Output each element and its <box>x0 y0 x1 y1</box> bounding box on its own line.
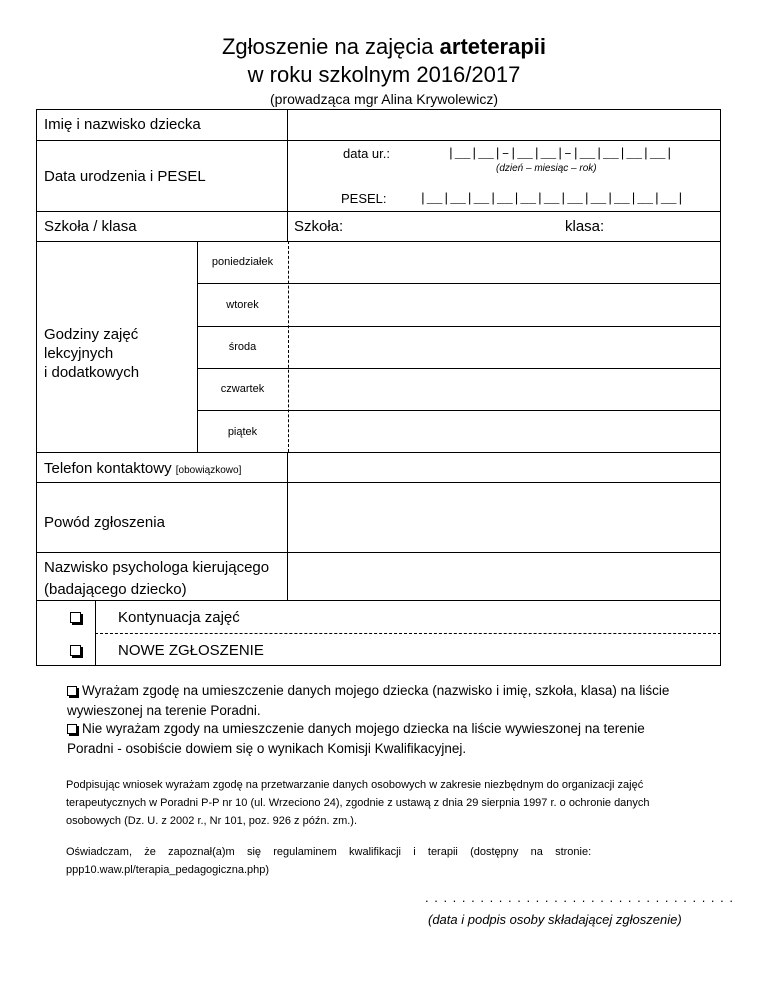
day-divider <box>197 368 721 369</box>
day-divider <box>197 410 721 411</box>
phone-field[interactable] <box>290 454 719 480</box>
consent-no-text: Nie wyrażam zgody na umieszczenie danych mojego dziecka na liście wywieszonej na terenie <box>82 721 645 736</box>
consent-yes-text: Wyrażam zgodę na umieszczenie danych mojego dziecka (nazwisko i imię, szkoła, klasa) na liście <box>82 683 670 698</box>
birth-date-hint: (dzień – miesiąc – rok) <box>496 163 597 174</box>
birth-pesel-label: Data urodzenia i PESEL <box>44 168 206 185</box>
option-divider <box>95 633 721 634</box>
day-divider <box>197 283 721 284</box>
school-field-label: Szkoła: <box>294 218 344 235</box>
day-column-divider <box>288 241 289 452</box>
checkbox-continuation[interactable] <box>70 612 81 623</box>
signature-line[interactable]: . . . . . . . . . . . . . . . . . . . . . . . . . . . . . . . . . . <box>425 890 734 905</box>
row-divider <box>36 552 721 553</box>
gdpr-notice: Podpisując wniosek wyrażam zgodę na przetwarzanie danych osobowych w zakresie niezbędnym do organizacji zajęć terapeutycznych w Poradni P-P nr 10 (ul. Wrzeciono 24), zgodnie z ustawą z dnia 29 sierpnia 1997 r. o ochronie danych osobowych (Dz. U. z 2002 r., Nr 101, poz. 926 z późn. zm.). <box>66 779 650 827</box>
hours-field-thursday[interactable] <box>290 370 719 409</box>
day-label-monday: poniedziałek <box>211 256 274 268</box>
hours-label: Godziny zajęć lekcyjnych i dodatkowych <box>44 326 140 381</box>
form-title-year: w roku szkolnym 2016/2017 <box>247 62 521 87</box>
school-class-label: Szkoła / klasa <box>44 218 137 235</box>
child-name-field[interactable] <box>290 112 718 138</box>
pesel-label: PESEL: <box>341 191 387 206</box>
birth-date-field[interactable]: |__|__|–|__|__|–|__|__|__|__| <box>447 146 674 161</box>
hours-field-wednesday[interactable] <box>290 328 719 367</box>
consent-yes-text-cont: wywieszonej na terenie Poradni. <box>67 703 261 718</box>
day-label-thursday: czwartek <box>220 383 265 395</box>
psychologist-label: Nazwisko psychologa kierującego (badającego dziecko) <box>44 559 270 598</box>
option-new-label: NOWE ZGŁOSZENIE <box>118 642 264 659</box>
option-continuation-label: Kontynuacja zajęć <box>118 609 240 626</box>
signature-caption: (data i podpis osoby składającej zgłoszenie) <box>428 912 682 927</box>
reason-field[interactable] <box>290 484 719 550</box>
child-name-label: Imię i nazwisko dziecka <box>44 116 201 133</box>
consent-no-text-cont: Poradni - osobiście dowiem się o wynikach Komisji Kwalifikacyjnej. <box>67 741 467 756</box>
day-label-friday: piątek <box>227 426 258 438</box>
school-field[interactable] <box>350 214 550 238</box>
row-divider <box>36 140 721 141</box>
form-subtitle: (prowadząca mgr Alina Krywolewicz) <box>270 91 498 107</box>
class-field-label: klasa: <box>565 218 605 235</box>
day-label-wednesday: środa <box>228 341 257 353</box>
hours-field-friday[interactable] <box>290 412 719 451</box>
hours-field-tuesday[interactable] <box>290 285 719 325</box>
row-divider <box>36 452 721 453</box>
reason-label: Powód zgłoszenia <box>44 514 165 531</box>
psychologist-field[interactable] <box>290 554 719 598</box>
regulations-statement: Oświadczam, że zapoznał(a)m się regulaminem kwalifikacji i terapii (dostępny na stronie: ppp10.waw.pl/terapia_pedagogiczna.php) <box>66 846 592 876</box>
class-field[interactable] <box>610 214 715 238</box>
phone-required-note: [obowiązkowo] <box>175 465 242 476</box>
row-divider <box>36 241 721 242</box>
row-divider <box>36 211 721 212</box>
checkbox-consent-yes[interactable] <box>67 686 77 696</box>
day-label-tuesday: wtorek <box>226 299 259 311</box>
birth-date-label: data ur.: <box>343 146 390 161</box>
column-divider <box>287 109 288 241</box>
row-divider <box>36 482 721 483</box>
hours-field-monday[interactable] <box>290 243 719 282</box>
checkbox-consent-no[interactable] <box>67 724 77 734</box>
checkbox-new-application[interactable] <box>70 645 81 656</box>
phone-label: Telefon kontaktowy [obowiązkowo] <box>44 460 242 477</box>
form-title: Zgłoszenie na zajęcia arteterapii <box>221 34 547 59</box>
day-divider <box>197 326 721 327</box>
pesel-field[interactable]: |__|__|__|__|__|__|__|__|__|__|__| <box>419 191 685 206</box>
column-divider <box>287 452 288 600</box>
